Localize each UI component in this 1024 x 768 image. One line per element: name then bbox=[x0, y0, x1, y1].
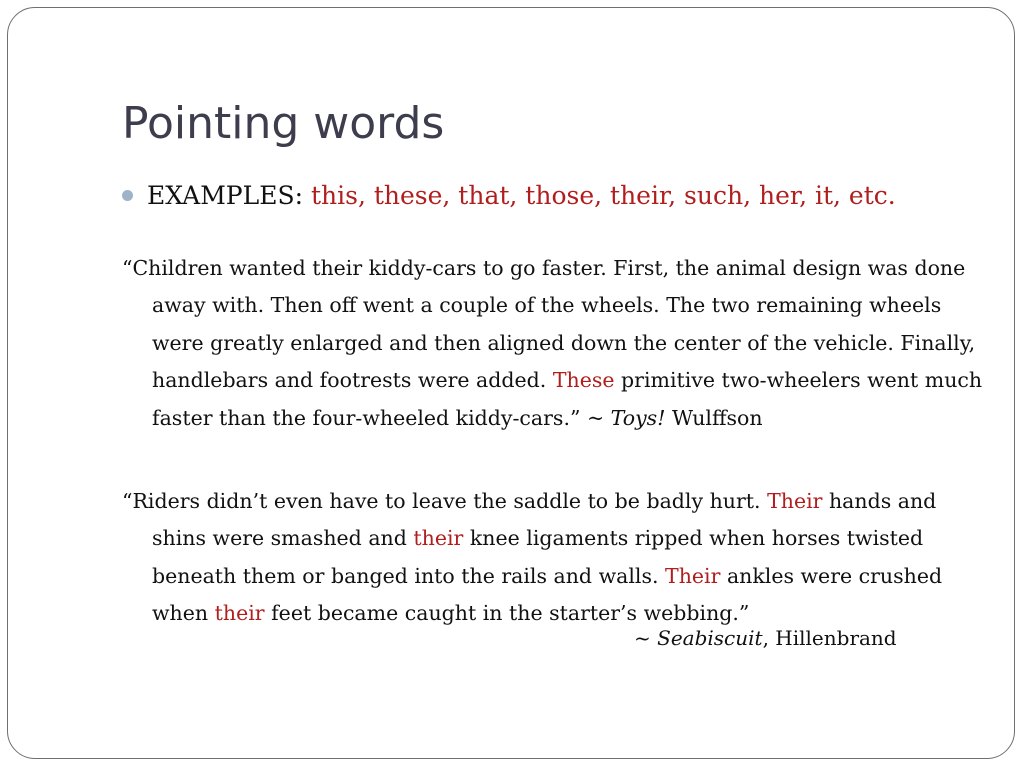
quote-seabiscuit-part-3: knee ligaments ripped when horses twisted beneath them or banged into the rails and walls. bbox=[152, 526, 924, 588]
slide-title: Pointing words bbox=[122, 98, 445, 149]
quote-toys-source-title: Toys! bbox=[610, 405, 666, 430]
quote-seabiscuit-part-5: feet became caught in the starter’s webbing.” bbox=[271, 601, 750, 626]
quote-seabiscuit-highlight-2: their bbox=[413, 526, 464, 551]
quote-seabiscuit bbox=[122, 483, 984, 633]
bullet-dot-icon bbox=[122, 190, 133, 201]
quote-seabiscuit-highlight-3: Their bbox=[665, 563, 721, 588]
seabiscuit-attribution bbox=[634, 620, 897, 656]
quote-toys bbox=[122, 250, 984, 438]
quote-seabiscuit-highlight-4: their bbox=[214, 601, 265, 626]
quote-toys-source-author: Wulffson bbox=[671, 405, 763, 430]
attribution-title: Seabiscuit bbox=[657, 626, 763, 650]
examples-words: this, these, that, those, their, such, her, it, etc. bbox=[310, 181, 896, 210]
quote-toys-highlight: These bbox=[552, 368, 615, 393]
slide bbox=[7, 7, 1015, 759]
quote-seabiscuit-highlight-1: Their bbox=[767, 488, 823, 513]
quote-seabiscuit-part-4: ankles were crushed when bbox=[152, 563, 943, 626]
quote-toys-text-after: primitive two-wheelers went much faster than the four-wheeled kiddy-cars.” ~ bbox=[152, 368, 983, 430]
attribution-author: , Hillenbrand bbox=[762, 626, 897, 650]
examples-label: EXAMPLES: bbox=[147, 181, 304, 210]
attribution-prefix: ~ bbox=[634, 626, 651, 650]
examples-bullet bbox=[122, 178, 896, 214]
quote-seabiscuit-part-2: hands and shins were smashed and bbox=[152, 488, 937, 551]
quote-toys-text-before: “Children wanted their kiddy-cars to go faster. First, the animal design was done away with. Then off went a couple of the wheels. The two remaining wheels were greatly enlarged and then aligned down the center of the vehicle. Finally, handlebars and footrests were added. bbox=[122, 255, 976, 393]
quote-seabiscuit-part-1: “Riders didn’t even have to leave the saddle to be badly hurt. bbox=[122, 488, 761, 513]
